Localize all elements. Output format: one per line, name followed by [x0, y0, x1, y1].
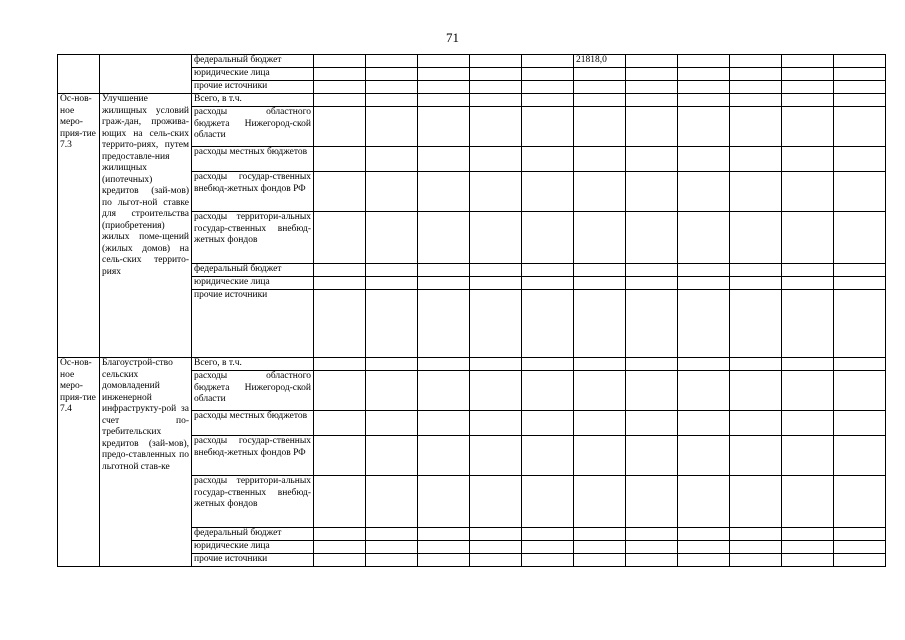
value-cell [366, 436, 418, 476]
value-cell [574, 212, 626, 264]
value-cell [418, 94, 470, 107]
value-cell [626, 541, 678, 554]
value-cell [574, 541, 626, 554]
activity-name-cell [100, 55, 192, 94]
value-cell [782, 147, 834, 172]
value-cell [782, 371, 834, 411]
value-cell [730, 554, 782, 567]
value-cell [678, 107, 730, 147]
value-cell [314, 290, 366, 358]
funding-source-cell: прочие источники [192, 81, 314, 94]
value-cell [522, 81, 574, 94]
value-cell [834, 68, 886, 81]
value-cell [730, 68, 782, 81]
value-cell [834, 55, 886, 68]
value-cell [314, 476, 366, 528]
value-cell [834, 476, 886, 528]
value-cell [418, 411, 470, 436]
value-cell [782, 411, 834, 436]
value-cell [834, 371, 886, 411]
value-cell [782, 277, 834, 290]
value-cell [418, 528, 470, 541]
value-cell [782, 94, 834, 107]
value-cell [366, 476, 418, 528]
funding-source-cell: расходы территори-альных государ-ственных внебюд-жетных фондов [192, 212, 314, 264]
value-cell [782, 290, 834, 358]
value-cell [522, 172, 574, 212]
value-cell [314, 68, 366, 81]
value-cell [782, 81, 834, 94]
value-cell [418, 264, 470, 277]
value-cell [626, 476, 678, 528]
value-cell [626, 554, 678, 567]
funding-source-cell: расходы местных бюджетов [192, 411, 314, 436]
value-cell [574, 68, 626, 81]
value-cell [366, 358, 418, 371]
value-cell [470, 528, 522, 541]
value-cell [470, 371, 522, 411]
value-cell [834, 107, 886, 147]
value-cell [574, 528, 626, 541]
value-cell [522, 212, 574, 264]
value-cell [522, 528, 574, 541]
value-cell [834, 172, 886, 212]
value-cell [834, 277, 886, 290]
value-cell [626, 81, 678, 94]
value-cell [574, 436, 626, 476]
value-cell [730, 107, 782, 147]
funding-source-cell: расходы территори-альных государ-ственных внебюд-жетных фондов [192, 476, 314, 528]
value-cell [574, 411, 626, 436]
value-cell [730, 172, 782, 212]
value-cell [366, 55, 418, 68]
value-cell [626, 55, 678, 68]
value-cell [574, 554, 626, 567]
value-cell [470, 358, 522, 371]
value-cell [574, 107, 626, 147]
value-cell [730, 358, 782, 371]
value-cell [418, 147, 470, 172]
value-cell [834, 528, 886, 541]
value-cell [366, 411, 418, 436]
funding-source-cell: юридические лица [192, 541, 314, 554]
value-cell [522, 358, 574, 371]
value-cell [678, 290, 730, 358]
value-cell [782, 264, 834, 277]
value-cell [678, 371, 730, 411]
table-row [58, 94, 886, 107]
value-cell [522, 476, 574, 528]
value-cell [834, 147, 886, 172]
funding-source-cell: Всего, в т.ч. [192, 94, 314, 107]
value-cell [834, 411, 886, 436]
value-cell [782, 172, 834, 212]
table-row [58, 358, 886, 371]
value-cell [730, 264, 782, 277]
value-cell [314, 277, 366, 290]
value-cell [366, 371, 418, 411]
value-cell [678, 528, 730, 541]
value-cell [366, 68, 418, 81]
value-cell [782, 55, 834, 68]
value-cell [418, 107, 470, 147]
value-cell [834, 358, 886, 371]
funding-source-cell: расходы государ-ственных внебюд-жетных фондов РФ [192, 436, 314, 476]
value-cell [782, 107, 834, 147]
value-cell [678, 147, 730, 172]
value-cell [782, 554, 834, 567]
value-cell [678, 81, 730, 94]
value-cell [678, 358, 730, 371]
value-cell [470, 290, 522, 358]
value-cell [314, 212, 366, 264]
value-cell [366, 528, 418, 541]
value-cell [366, 172, 418, 212]
value-cell [366, 147, 418, 172]
value-cell [314, 541, 366, 554]
value-cell [418, 277, 470, 290]
value-cell [678, 436, 730, 476]
value-cell [782, 212, 834, 264]
value-cell [574, 277, 626, 290]
value-cell [314, 528, 366, 541]
funding-source-cell: расходы областного бюджета Нижегород-ской области [192, 107, 314, 147]
value-cell [314, 411, 366, 436]
activity-code-cell: Ос-нов-ное меро-прия-тие 7.4 [58, 358, 100, 567]
value-cell [366, 290, 418, 358]
value-cell [366, 81, 418, 94]
value-cell [730, 411, 782, 436]
value-cell [470, 476, 522, 528]
funding-source-cell: расходы областного бюджета Нижегород-ской области [192, 371, 314, 411]
value-cell [834, 212, 886, 264]
value-cell [730, 476, 782, 528]
value-cell [418, 68, 470, 81]
value-cell [730, 147, 782, 172]
value-cell [782, 436, 834, 476]
value-cell [470, 436, 522, 476]
value-cell [730, 277, 782, 290]
value-cell [626, 277, 678, 290]
activity-code-cell: Ос-нов-ное меро-прия-тие 7.3 [58, 94, 100, 358]
value-cell [730, 541, 782, 554]
value-cell [834, 81, 886, 94]
value-cell [626, 358, 678, 371]
value-cell [678, 212, 730, 264]
value-cell: 21818,0 [574, 55, 626, 68]
value-cell [314, 371, 366, 411]
value-cell [418, 371, 470, 411]
value-cell [522, 554, 574, 567]
activity-name-cell: Улучшение жилищных условий граж-дан, прожива-ющих на сель-ских террито-риях, путем предоставле-ния жилищных (ипотечных) кредитов (зай-мов) по льгот-ной ставке для строительства (приобретения) жилых поме-щений (жилых домов) на сель-ских террито-риях [100, 94, 192, 358]
value-cell [522, 277, 574, 290]
value-cell [522, 264, 574, 277]
value-cell [522, 290, 574, 358]
value-cell [678, 94, 730, 107]
value-cell [782, 541, 834, 554]
value-cell [626, 371, 678, 411]
activity-code-cell [58, 55, 100, 94]
value-cell [834, 290, 886, 358]
value-cell [470, 55, 522, 68]
value-cell [366, 107, 418, 147]
value-cell [678, 476, 730, 528]
value-cell [522, 107, 574, 147]
value-cell [418, 81, 470, 94]
value-cell [574, 147, 626, 172]
value-cell [626, 411, 678, 436]
funding-source-cell: расходы местных бюджетов [192, 147, 314, 172]
value-cell [366, 554, 418, 567]
value-cell [782, 476, 834, 528]
value-cell [730, 212, 782, 264]
funding-source-cell: прочие источники [192, 290, 314, 358]
value-cell [834, 554, 886, 567]
value-cell [314, 107, 366, 147]
value-cell [314, 358, 366, 371]
value-cell [470, 541, 522, 554]
value-cell [626, 436, 678, 476]
value-cell [470, 411, 522, 436]
funding-source-cell: федеральный бюджет [192, 264, 314, 277]
value-cell [626, 68, 678, 81]
value-cell [522, 147, 574, 172]
value-cell [314, 94, 366, 107]
value-cell [730, 290, 782, 358]
value-cell [730, 55, 782, 68]
value-cell [574, 358, 626, 371]
value-cell [418, 212, 470, 264]
value-cell [470, 554, 522, 567]
value-cell [678, 554, 730, 567]
value-cell [626, 147, 678, 172]
funding-source-cell: федеральный бюджет [192, 55, 314, 68]
value-cell [522, 94, 574, 107]
funding-source-cell: федеральный бюджет [192, 528, 314, 541]
value-cell [470, 264, 522, 277]
value-cell [470, 81, 522, 94]
value-cell [314, 55, 366, 68]
value-cell [730, 371, 782, 411]
value-cell [574, 264, 626, 277]
value-cell [366, 94, 418, 107]
value-cell [314, 172, 366, 212]
value-cell [470, 172, 522, 212]
value-cell [834, 94, 886, 107]
value-cell [626, 212, 678, 264]
value-cell [314, 264, 366, 277]
value-cell [418, 55, 470, 68]
value-cell [678, 411, 730, 436]
value-cell [678, 264, 730, 277]
value-cell [418, 436, 470, 476]
table-row [58, 55, 886, 68]
activity-name-cell: Благоустрой-ство сельских домовладений инженерной инфраструкту-рой за счет по-требительских кредитов (зай-мов), предо-ставленных по льготной став-ке [100, 358, 192, 567]
value-cell [782, 358, 834, 371]
value-cell [834, 264, 886, 277]
value-cell [522, 541, 574, 554]
value-cell [470, 94, 522, 107]
value-cell [574, 172, 626, 212]
funding-source-cell: юридические лица [192, 68, 314, 81]
value-cell [522, 68, 574, 81]
value-cell [366, 277, 418, 290]
funding-source-cell: юридические лица [192, 277, 314, 290]
value-cell [626, 172, 678, 212]
value-cell [834, 541, 886, 554]
value-cell [626, 107, 678, 147]
value-cell [730, 81, 782, 94]
value-cell [470, 277, 522, 290]
value-cell [678, 277, 730, 290]
value-cell [626, 528, 678, 541]
value-cell [574, 81, 626, 94]
value-cell [470, 107, 522, 147]
value-cell [418, 541, 470, 554]
value-cell [678, 172, 730, 212]
funding-source-cell: Всего, в т.ч. [192, 358, 314, 371]
value-cell [418, 476, 470, 528]
value-cell [574, 290, 626, 358]
value-cell [678, 68, 730, 81]
value-cell [522, 436, 574, 476]
funding-source-cell: расходы государ-ственных внебюд-жетных фондов РФ [192, 172, 314, 212]
value-cell [418, 358, 470, 371]
value-cell [314, 147, 366, 172]
value-cell [418, 290, 470, 358]
value-cell [470, 147, 522, 172]
value-cell [678, 55, 730, 68]
value-cell [782, 68, 834, 81]
value-cell [730, 94, 782, 107]
value-cell [470, 212, 522, 264]
value-cell [314, 436, 366, 476]
value-cell [574, 371, 626, 411]
value-cell [574, 94, 626, 107]
value-cell [678, 541, 730, 554]
value-cell [522, 411, 574, 436]
value-cell [730, 528, 782, 541]
value-cell [418, 554, 470, 567]
value-cell [314, 81, 366, 94]
value-cell [626, 264, 678, 277]
page-number: 71 [446, 30, 459, 45]
value-cell [366, 212, 418, 264]
value-cell [418, 172, 470, 212]
value-cell [522, 371, 574, 411]
value-cell [314, 554, 366, 567]
value-cell [730, 436, 782, 476]
value-cell [834, 436, 886, 476]
value-cell [626, 290, 678, 358]
value-cell [782, 528, 834, 541]
value-cell [522, 55, 574, 68]
value-cell [574, 476, 626, 528]
value-cell [626, 94, 678, 107]
funding-table [57, 54, 886, 567]
value-cell [366, 541, 418, 554]
value-cell [470, 68, 522, 81]
funding-source-cell: прочие источники [192, 554, 314, 567]
value-cell [366, 264, 418, 277]
